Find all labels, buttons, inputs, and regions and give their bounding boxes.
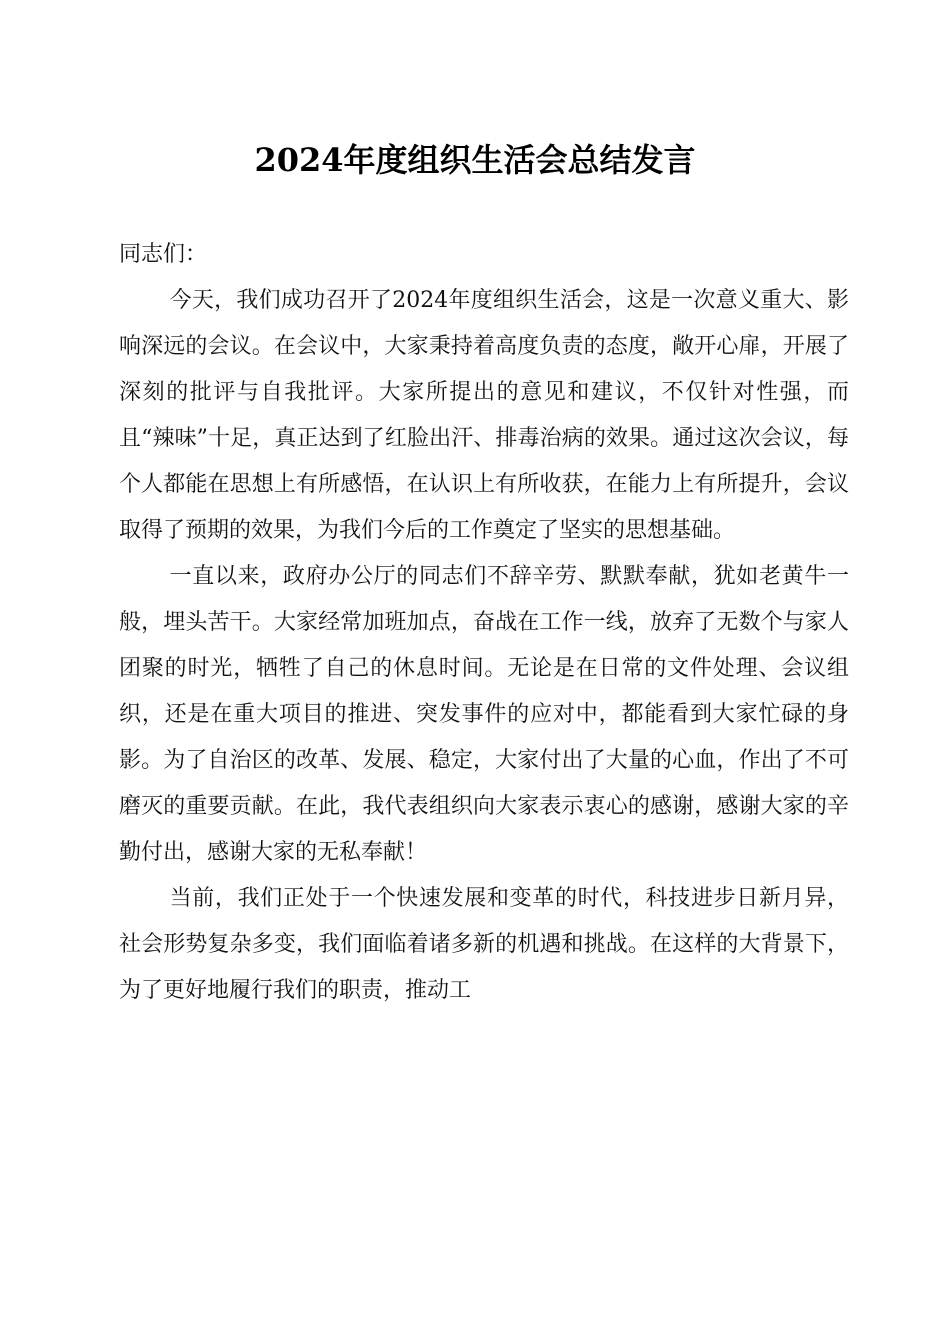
paragraph-3: 当前，我们正处于一个快速发展和变革的时代，科技进步日新月异，社会形势复杂多变，我们面临着诸多新的机遇和挑战。在这样的大背景下，为了更好地履行我们的职责，推动工 xyxy=(119,886,849,1003)
document-body xyxy=(119,232,849,1014)
document-title: 2024年度组织生活会总结发言 xyxy=(254,141,696,179)
salutation: 同志们： xyxy=(119,242,208,267)
paragraph-1: 今天，我们成功召开了2024年度组织生活会，这是一次意义重大、影响深远的会议。在会议中，大家秉持着高度负责的态度，敞开心扉，开展了深刻的批评与自我批评。大家所提出的意见和建议，不仅针对性强，而且“辣味”十足，真正达到了红脸出汗、排毒治病的效果。通过这次会议，每个人都能在思想上有所感悟，在认识上有所收获，在能力上有所提升，会议取得了预期的效果，为我们今后的工作奠定了坚实的思想基础。 xyxy=(119,288,849,543)
paragraph-2: 一直以来，政府办公厅的同志们不辞辛劳、默默奉献，犹如老黄牛一般，埋头苦干。大家经常加班加点，奋战在工作一线，放弃了无数个与家人团聚的时光，牺牲了自己的休息时间。无论是在日常的文件处理、会议组织，还是在重大项目的推进、突发事件的应对中，都能看到大家忙碌的身影。为了自治区的改革、发展、稳定，大家付出了大量的心血，作出了不可磨灭的重要贡献。在此，我代表组织向大家表示衷心的感谢，感谢大家的辛勤付出，感谢大家的无私奉献！ xyxy=(119,564,849,865)
